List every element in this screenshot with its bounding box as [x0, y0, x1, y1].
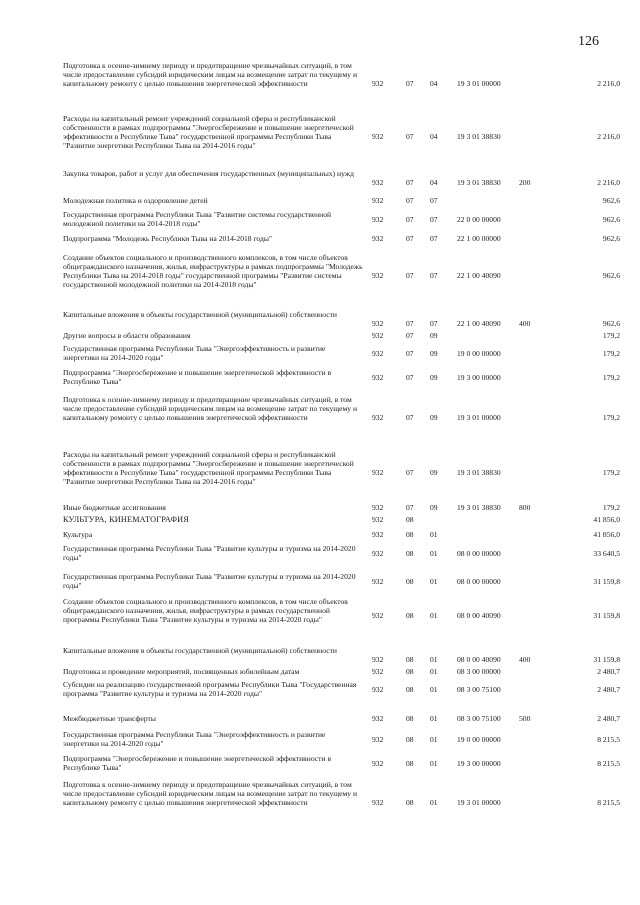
page-number: 126 [578, 34, 599, 49]
row-ministry: 932 [372, 413, 384, 422]
row-ministry: 932 [372, 79, 384, 88]
row-subsection: 07 [430, 319, 438, 328]
row-section: 07 [406, 349, 414, 358]
row-ministry: 932 [372, 468, 384, 477]
row-vr: 400 [519, 655, 531, 664]
row-target: 08 0 00 40090 [457, 655, 501, 664]
row-section: 08 [406, 798, 414, 807]
row-name: Государственная программа Республики Тыва "Развитие культуры и туризма на 2014-2020 годы" [63, 544, 356, 562]
row-ministry: 932 [372, 178, 384, 187]
row-target: 19 3 01 38830 [457, 503, 501, 512]
row-amount: 179,2 [602, 373, 620, 382]
row-amount: 962,6 [602, 319, 620, 328]
row-ministry: 932 [372, 373, 384, 382]
row-amount: 2 216,0 [597, 79, 620, 88]
row-section: 07 [406, 196, 414, 205]
row-section: 08 [406, 530, 414, 539]
row-section: 07 [406, 234, 414, 243]
row-section: 07 [406, 215, 414, 224]
row-name: Подготовка к осенне-зимнему периоду и предотвращение чрезвычайных ситуаций, в том числе предоставление субсидий юридическим лицам на возмещение затрат по текущему и капитальному ремонту с целью повышения энергетической эффективности [63, 61, 358, 88]
row-section: 08 [406, 611, 414, 620]
row-name: Расходы на капитальный ремонт учреждений социальной сферы и республиканской собственности в рамках подпрограммы "Энергосбережение и повышение энергетической эффективности в Республике Тыва" государственной программы Республики Тыва "Развитие энергетики Республики Тыва на 2014-2016 годы" [63, 114, 354, 150]
row-target: 08 3 00 75100 [457, 714, 501, 723]
row-subsection: 04 [430, 132, 438, 141]
row-subsection: 01 [430, 549, 438, 558]
row-target: 19 3 01 38830 [457, 468, 501, 477]
row-vr: 400 [519, 319, 531, 328]
row-vr: 800 [519, 503, 531, 512]
row-section: 08 [406, 735, 414, 744]
row-ministry: 932 [372, 215, 384, 224]
row-ministry: 932 [372, 132, 384, 141]
row-subsection: 09 [430, 373, 438, 382]
row-target: 19 3 00 00000 [457, 759, 501, 768]
row-amount: 2 216,0 [597, 178, 620, 187]
row-section: 08 [406, 549, 414, 558]
row-amount: 2 480,7 [597, 685, 620, 694]
row-ministry: 932 [372, 667, 384, 676]
row-target: 08 0 00 00000 [457, 549, 501, 558]
row-amount: 2 480,7 [597, 714, 620, 723]
row-target: 19 3 01 38830 [457, 132, 501, 141]
row-name: Другие вопросы в области образования [63, 331, 191, 340]
row-section: 08 [406, 714, 414, 723]
row-amount: 2 480,7 [597, 667, 620, 676]
row-name: Расходы на капитальный ремонт учреждений социальной сферы и республиканской собственности в рамках подпрограммы "Энергосбережение и повышение энергетической эффективности в Республике Тыва" государственной программы Республики Тыва "Развитие энергетики Республики Тыва на 2014-2016 годы" [63, 450, 354, 486]
row-name: Подготовка к осенне-зимнему периоду и предотвращение чрезвычайных ситуаций, в том числе предоставление субсидий юридическим лицам на возмещение затрат по текущему и капитальному ремонту с целью повышения энергетической эффективности [63, 395, 358, 422]
row-ministry: 932 [372, 735, 384, 744]
row-ministry: 932 [372, 349, 384, 358]
row-target: 19 3 01 00000 [457, 79, 501, 88]
row-subsection: 01 [430, 685, 438, 694]
row-ministry: 932 [372, 196, 384, 205]
row-subsection: 01 [430, 611, 438, 620]
row-amount: 8 215,5 [597, 735, 620, 744]
row-subsection: 01 [430, 655, 438, 664]
row-section: 07 [406, 503, 414, 512]
row-amount: 179,2 [602, 331, 620, 340]
row-target: 19 3 01 38830 [457, 178, 501, 187]
row-ministry: 932 [372, 714, 384, 723]
row-name: Государственная программа Республики Тыва "Развитие культуры и туризма на 2014-2020 годы" [63, 572, 356, 590]
row-target: 19 0 00 00000 [457, 735, 501, 744]
row-subsection: 04 [430, 79, 438, 88]
row-section: 07 [406, 178, 414, 187]
row-subsection: 01 [430, 735, 438, 744]
row-ministry: 932 [372, 798, 384, 807]
row-name: Государственная программа Республики Тыва "Энергоэффективность и развитие энергетики на 2014-2020 годы" [63, 344, 326, 362]
row-subsection: 01 [430, 798, 438, 807]
row-section: 08 [406, 667, 414, 676]
row-name: Межбюджетные трансферты [63, 714, 156, 723]
row-subsection: 09 [430, 349, 438, 358]
row-ministry: 932 [372, 515, 384, 524]
row-target: 08 0 00 40090 [457, 611, 501, 620]
row-section: 08 [406, 655, 414, 664]
row-amount: 179,2 [602, 349, 620, 358]
row-subsection: 09 [430, 413, 438, 422]
row-section: 07 [406, 468, 414, 477]
row-amount: 41 856,0 [593, 515, 620, 524]
row-name: Подпрограмма "Молодежь Республики Тыва на 2014-2018 годы" [63, 234, 273, 243]
row-vr: 200 [519, 178, 531, 187]
row-vr: 500 [519, 714, 531, 723]
row-amount: 33 640,5 [593, 549, 620, 558]
row-subsection: 09 [430, 503, 438, 512]
row-ministry: 932 [372, 549, 384, 558]
row-section: 07 [406, 373, 414, 382]
row-amount: 962,6 [602, 234, 620, 243]
row-ministry: 932 [372, 655, 384, 664]
row-ministry: 932 [372, 331, 384, 340]
row-section: 07 [406, 331, 414, 340]
row-target: 22 1 00 40090 [457, 271, 501, 280]
row-ministry: 932 [372, 611, 384, 620]
row-section: 07 [406, 319, 414, 328]
row-amount: 8 215,5 [597, 759, 620, 768]
row-section: 08 [406, 759, 414, 768]
row-section: 08 [406, 515, 414, 524]
row-target: 08 0 00 00000 [457, 577, 501, 586]
row-amount: 41 856,0 [593, 530, 620, 539]
row-amount: 8 215,5 [597, 798, 620, 807]
row-amount: 179,2 [602, 503, 620, 512]
row-target: 22 0 00 00000 [457, 215, 501, 224]
row-name: Капитальные вложения в объекты государственной (муниципальной) собственности [63, 310, 337, 319]
row-name: Создание объектов социального и производственного комплексов, в том числе объектов общегражданского назначения, жилья, инфраструктуры в рамках подпрограммы "Молодежь Республики Тыва на 2014-2018 годы" государственной программы "Развитие системы государственной молодежной политики на 2014-2018 годы" [63, 253, 363, 289]
row-section: 08 [406, 577, 414, 586]
row-subsection: 07 [430, 271, 438, 280]
row-name: Молодежная политика и оздоровление детей [63, 196, 208, 205]
row-amount: 31 159,8 [593, 655, 620, 664]
row-amount: 31 159,8 [593, 577, 620, 586]
row-target: 22 1 00 00000 [457, 234, 501, 243]
row-target: 08 3 00 75100 [457, 685, 501, 694]
row-ministry: 932 [372, 234, 384, 243]
row-section: 08 [406, 685, 414, 694]
row-target: 19 3 01 00000 [457, 413, 501, 422]
row-amount: 962,6 [602, 271, 620, 280]
row-amount: 179,2 [602, 413, 620, 422]
row-subsection: 01 [430, 759, 438, 768]
row-name: Создание объектов социального и производственного комплексов, в том числе объектов общегражданского назначения, жилья, инфраструктуры в рамках государственной программы Республики Тыва "Развитие культуры и туризма на 2014-2020 годы" [63, 597, 348, 624]
row-subsection: 01 [430, 714, 438, 723]
row-name: Субсидии на реализацию государственной программы Республики Тыва "Государственная программа "Развитие культуры и туризма на 2014-2020 годы" [63, 680, 357, 698]
row-name: Подпрограмма "Энергосбережение и повышение энергетической эффективности в Республике Тыва" [63, 368, 332, 386]
row-name: Подпрограмма "Энергосбережение и повышение энергетической эффективности в Республике Тыва" [63, 754, 332, 772]
row-ministry: 932 [372, 577, 384, 586]
row-amount: 31 159,8 [593, 611, 620, 620]
row-section: 07 [406, 413, 414, 422]
row-ministry: 932 [372, 685, 384, 694]
row-subsection: 01 [430, 577, 438, 586]
row-subsection: 07 [430, 215, 438, 224]
row-target: 19 0 00 00000 [457, 349, 501, 358]
row-name: Подготовка и проведение мероприятий, посвященных юбилейным датам [63, 667, 300, 676]
row-subsection: 09 [430, 331, 438, 340]
row-name: Иные бюджетные ассигнования [63, 503, 166, 512]
row-name: Государственная программа Республики Тыва "Развитие системы государственной молодежной политики на 2014-2018 годы" [63, 210, 332, 228]
row-name: КУЛЬТУРА, КИНЕМАТОГРАФИЯ [63, 515, 189, 524]
row-subsection: 07 [430, 234, 438, 243]
row-ministry: 932 [372, 759, 384, 768]
row-subsection: 09 [430, 468, 438, 477]
row-target: 19 3 01 00000 [457, 798, 501, 807]
row-subsection: 01 [430, 530, 438, 539]
row-target: 08 3 00 00000 [457, 667, 501, 676]
row-target: 22 1 00 40090 [457, 319, 501, 328]
row-section: 07 [406, 271, 414, 280]
row-section: 07 [406, 132, 414, 141]
row-subsection: 01 [430, 667, 438, 676]
row-target: 19 3 00 00000 [457, 373, 501, 382]
row-name: Закупка товаров, работ и услуг для обеспечения государственных (муниципальных) нужд [63, 169, 354, 178]
row-subsection: 04 [430, 178, 438, 187]
row-amount: 962,6 [602, 215, 620, 224]
row-subsection: 07 [430, 196, 438, 205]
row-name: Культура [63, 530, 93, 539]
row-amount: 179,2 [602, 468, 620, 477]
row-amount: 962,6 [602, 196, 620, 205]
row-name: Капитальные вложения в объекты государственной (муниципальной) собственности [63, 646, 337, 655]
row-amount: 2 216,0 [597, 132, 620, 141]
row-name: Государственная программа Республики Тыва "Энергоэффективность и развитие энергетики на 2014-2020 годы" [63, 730, 326, 748]
row-section: 07 [406, 79, 414, 88]
row-name: Подготовка к осенне-зимнему периоду и предотвращение чрезвычайных ситуаций, в том числе предоставление субсидий юридическим лицам на возмещение затрат по текущему и капитальному ремонту с целью повышения энергетической эффективности [63, 780, 358, 807]
row-ministry: 932 [372, 530, 384, 539]
row-ministry: 932 [372, 319, 384, 328]
row-ministry: 932 [372, 271, 384, 280]
row-ministry: 932 [372, 503, 384, 512]
